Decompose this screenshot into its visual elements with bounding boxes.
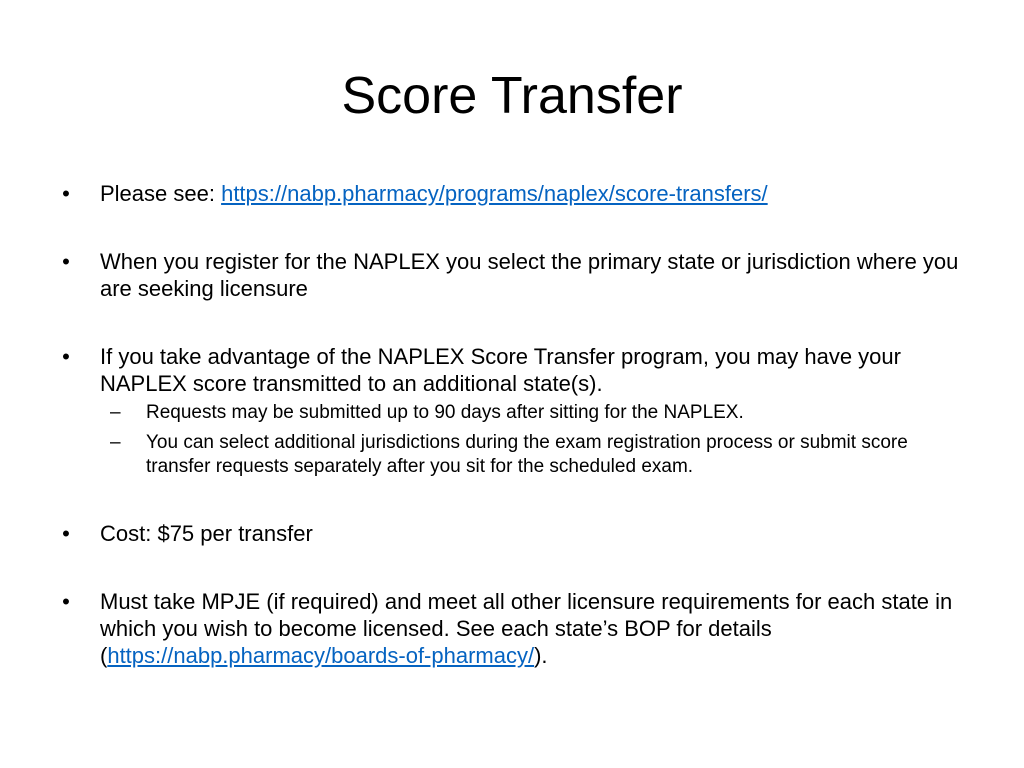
bullet-text: Must take MPJE (if required) and meet all other licensure requirements for each state in which you wish to become licensed. See each state’s BOP for details ( bbox=[100, 589, 953, 668]
bullet-marker: • bbox=[62, 589, 70, 614]
bullet-text: If you take advantage of the NAPLEX Score Transfer program, you may have your NAPLEX score transmitted to an additional state(s). bbox=[100, 344, 901, 396]
boards-of-pharmacy-link[interactable]: https://nabp.pharmacy/boards-of-pharmacy/ bbox=[107, 643, 535, 668]
sub-list bbox=[100, 401, 976, 479]
bullet-register bbox=[56, 248, 976, 302]
bullet-text: When you register for the NAPLEX you select the primary state or jurisdiction where you are seeking licensure bbox=[100, 249, 959, 301]
sub-bullet-marker: – bbox=[110, 432, 121, 453]
sub-bullet-text: You can select additional jurisdictions during the exam registration process or submit score transfer requests separately after you sit for the scheduled exam. bbox=[146, 432, 908, 477]
bullet-cost bbox=[56, 520, 976, 547]
sub-bullet-text: Requests may be submitted up to 90 days after sitting for the NAPLEX. bbox=[146, 402, 744, 423]
bullet-score-transfer-program bbox=[56, 343, 976, 479]
sub-bullet-jurisdictions bbox=[100, 431, 976, 479]
bullet-text-end: ). bbox=[534, 643, 548, 668]
bullet-marker: • bbox=[62, 344, 70, 369]
bullet-marker: • bbox=[62, 249, 70, 274]
bullet-mpje bbox=[56, 588, 976, 669]
slide-content bbox=[56, 180, 976, 710]
bullet-marker: • bbox=[62, 181, 70, 206]
slide-title: Score Transfer bbox=[341, 67, 683, 125]
sub-bullet-marker: – bbox=[110, 402, 121, 423]
bullet-please-see bbox=[56, 180, 976, 207]
score-transfers-link[interactable]: https://nabp.pharmacy/programs/naplex/score-transfers/ bbox=[221, 181, 768, 206]
bullet-text: Please see: bbox=[100, 181, 222, 206]
bullet-text: Cost: $75 per transfer bbox=[100, 521, 313, 546]
bullet-marker: • bbox=[62, 521, 70, 546]
sub-bullet-requests bbox=[100, 401, 976, 425]
